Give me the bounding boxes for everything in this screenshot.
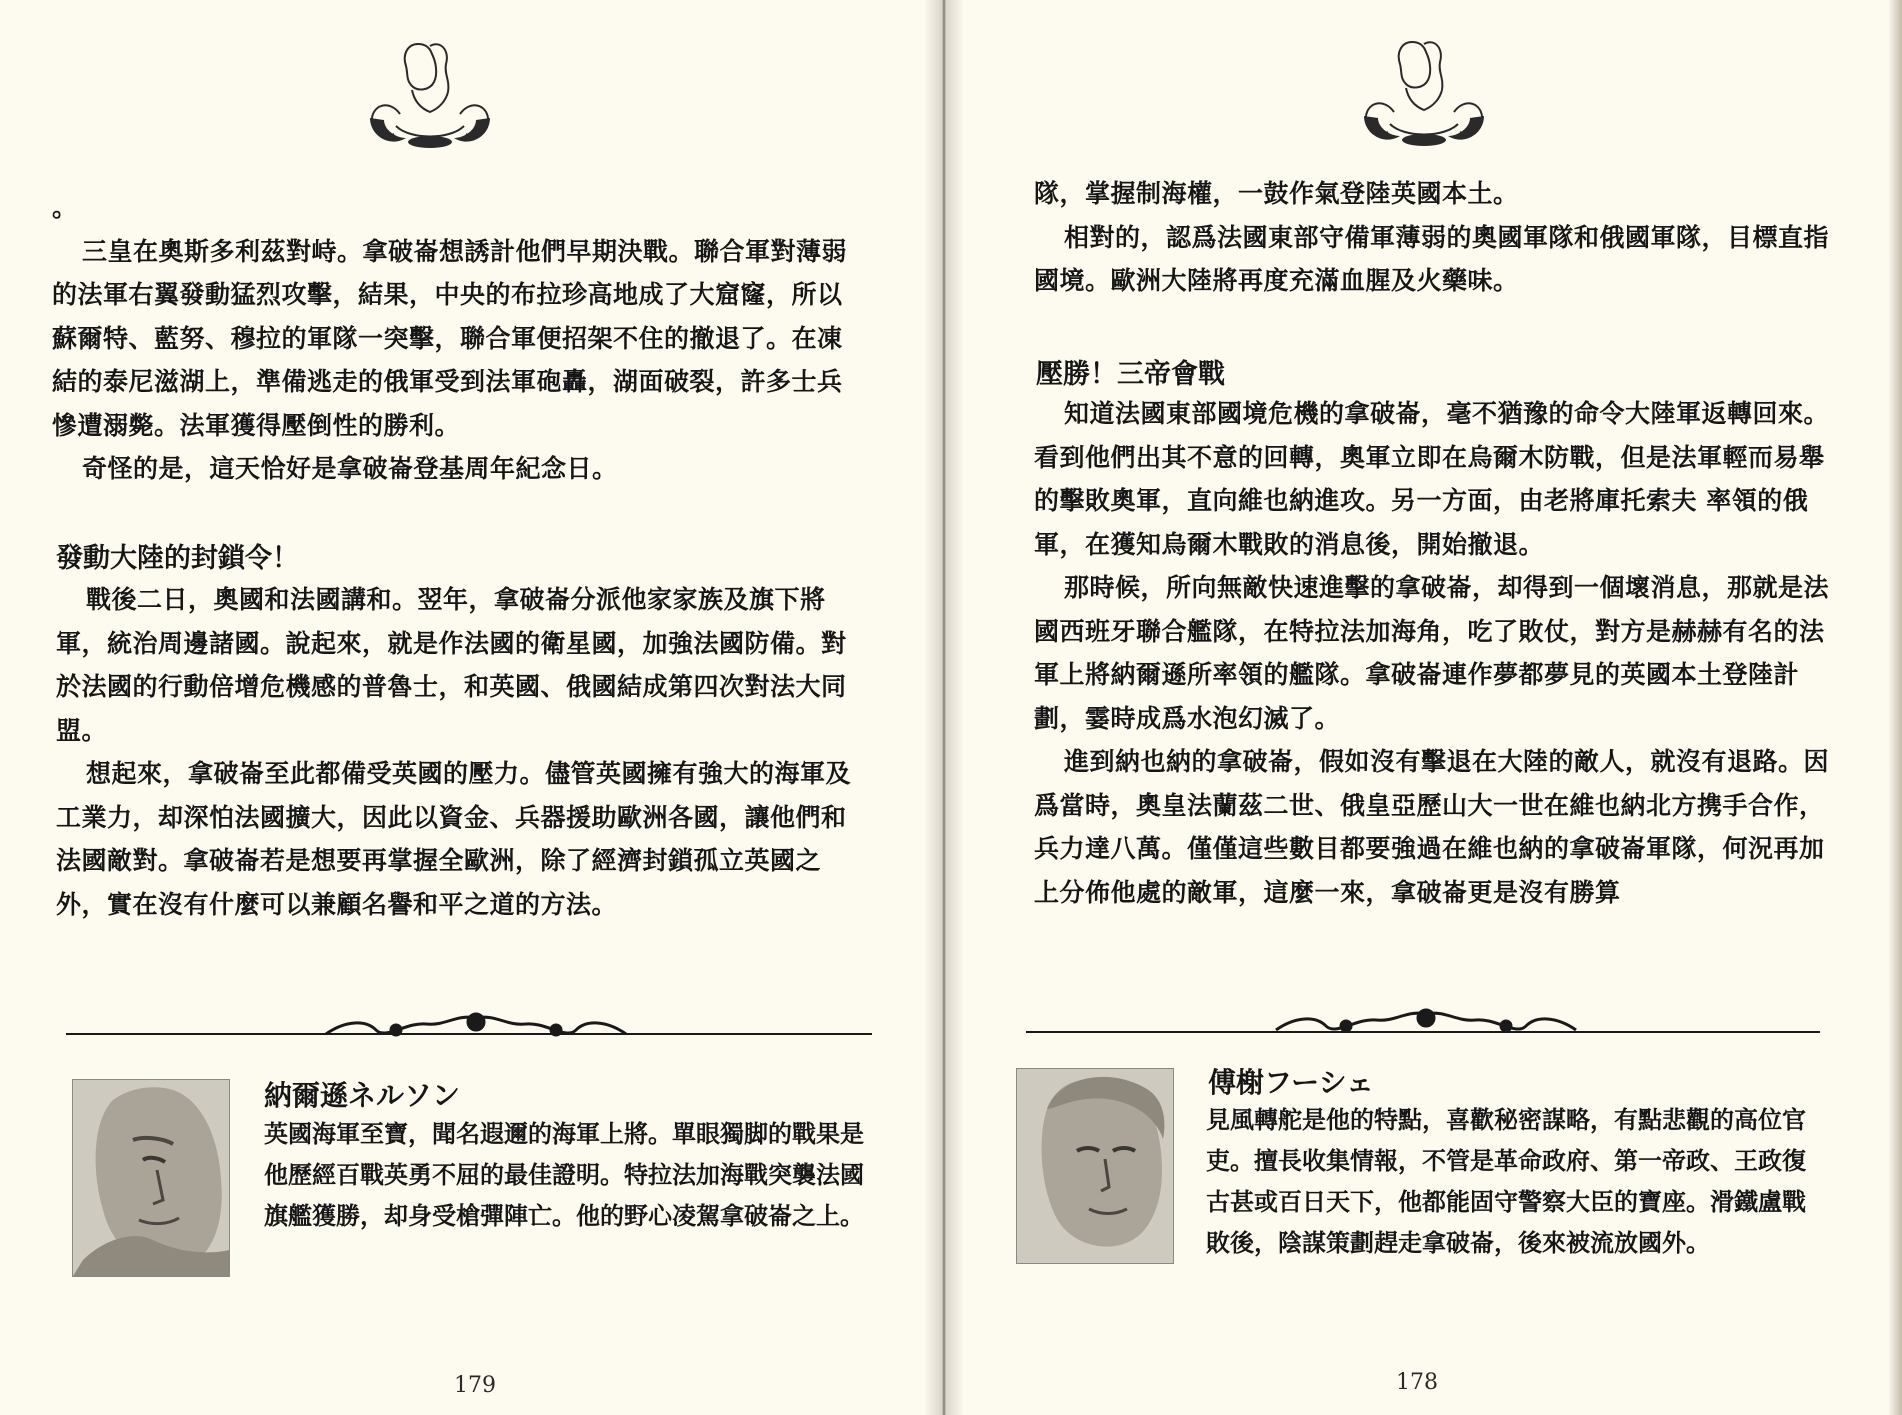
page-edge-shadow xyxy=(1888,0,1902,1415)
section-heading: 發動大陸的封鎖令！ xyxy=(56,543,299,574)
divider-ornament-icon xyxy=(1026,996,1820,1044)
header-ornament-icon xyxy=(360,30,500,160)
fouche-description: 見風轉舵是他的特點，喜歡秘密謀略，有點悲觀的高位官吏。擅長收集情報，不管是革命政府、第一帝政、王政復古甚或百日天下，他都能固守警察大臣的寶座。滑鐵盧戰敗後，陰謀策劃趕走拿破崙，後來被流放國外。 xyxy=(1206,1106,1806,1257)
nelson-portrait xyxy=(72,1079,230,1277)
section-heading: 壓勝！三帝會戰 xyxy=(1036,359,1225,390)
nelson-description: 英國海軍至寶，聞名遐邇的海軍上將。單眼獨脚的戰果是他歷經百戰英勇不屈的最佳證明。特拉法加海戰突襲法國旗艦獲勝，却身受槍彈陣亡。他的野心凌駕拿破崙之上。 xyxy=(264,1120,864,1230)
paragraph: 那時候，所向無敵快速進擊的拿破崙，却得到一個壞消息，那就是法國西班牙聯合艦隊，在特拉法加海角，吃了敗仗，對方是赫赫有名的法軍上將納爾遜所率領的艦隊。拿破崙連作夢都夢見的英國本土登陸計劃，霎時成爲水泡幻滅了。 xyxy=(1034,573,1830,733)
paragraph: 知道法國東部國境危機的拿破崙，毫不猶豫的命令大陸軍返轉回來。看到他們出其不意的回轉，奧軍立即在烏爾木防戰，但是法軍輕而易舉的擊敗奧軍，直向維也納進攻。另一方面，由老將庫托索夫 率領的俄軍，在獲知烏爾木戰敗的消息後，開始撤退。 xyxy=(1034,399,1830,559)
paragraph: 進到納也納的拿破崙，假如沒有擊退在大陸的敵人，就沒有退路。因爲當時，奧皇法蘭茲二世、俄皇亞歷山大一世在維也納北方携手合作，兵力達八萬。僅僅這些數目都要強過在維也納的拿破崙軍隊，何況再加上分佈他處的敵軍，這麼一來，拿破崙更是沒有勝算 xyxy=(1034,747,1830,907)
paragraph: 奇怪的是，這天恰好是拿破崙登基周年紀念日。 xyxy=(82,454,618,483)
page-number: 178 xyxy=(1396,1370,1438,1395)
left-main-text-2 xyxy=(56,578,862,926)
fouche-title: 傅榭フーシェ xyxy=(1208,1066,1375,1099)
right-page xyxy=(944,0,1902,1415)
header-ornament-icon xyxy=(1354,28,1494,158)
right-main-text-2 xyxy=(1034,392,1842,914)
fouche-portrait xyxy=(1016,1068,1174,1264)
left-page xyxy=(0,0,940,1415)
paragraph: 隊，掌握制海權，一鼓作氣登陸英國本土。 xyxy=(1034,179,1519,208)
page-number: 179 xyxy=(454,1373,496,1398)
nelson-title: 納爾遜ネルソン xyxy=(264,1079,461,1112)
book-gutter xyxy=(924,0,964,1415)
paragraph: 三皇在奧斯多利茲對峙。拿破崙想誘計他們早期決戰。聯合軍對薄弱的法軍右翼發動猛烈攻擊，結果，中央的布拉珍高地成了大窟窿，所以蘇爾特、藍努、穆拉的軍隊一突擊，聯合軍便招架不住的撤退了。在凍結的泰尼滋湖上，準備逃走的俄軍受到法軍砲轟，湖面破裂，許多士兵慘遭溺斃。法軍獲得壓倒性的勝利。 xyxy=(52,236,848,440)
paragraph: 相對的，認爲法國東部守備軍薄弱的奧國軍隊和俄國軍隊，目標直指國境。歐洲大陸將再度充滿血腥及火藥味。 xyxy=(1034,222,1830,295)
lead-dot: 。 xyxy=(52,193,78,222)
paragraph: 想起來，拿破崙至此都備受英國的壓力。儘管英國擁有強大的海軍及工業力，却深怕法國擴大，因此以資金、兵器援助歐洲各國，讓他們和法國敵對。拿破崙若是想要再掌握全歐洲，除了經濟封鎖孤立英國之外，實在沒有什麼可以兼顧名譽和平之道的方法。 xyxy=(56,759,852,919)
paragraph: 戰後二日，奧國和法國講和。翌年，拿破崙分派他家家族及旗下將軍，統治周邊諸國。說起來，就是作法國的衛星國，加強法國防備。對於法國的行動倍增危機感的普魯士，和英國、俄國結成第四次對法大同盟。 xyxy=(56,585,847,745)
divider-ornament-icon xyxy=(66,1000,872,1048)
right-main-text xyxy=(1034,172,1834,303)
left-main-text xyxy=(52,186,862,491)
